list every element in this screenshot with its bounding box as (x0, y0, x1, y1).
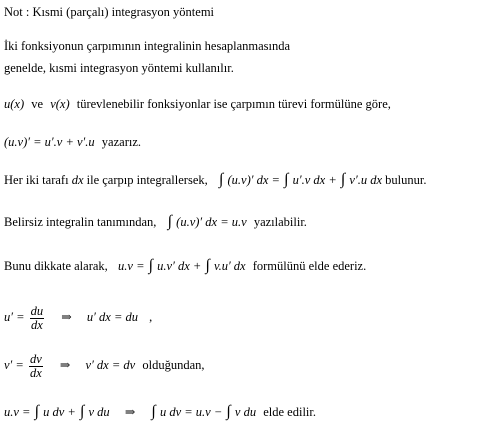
fraction-dv-dx (29, 353, 43, 380)
text-elde-edilir: elde edilir. (263, 405, 316, 419)
line-du (4, 302, 152, 332)
formula-v-prime: v′ = (4, 358, 24, 372)
line-formula (4, 258, 366, 274)
integral-sign-9: ∫ (151, 403, 156, 420)
formula-lhs: (u.v)′ dx = (227, 173, 280, 187)
math-u: u(x) (4, 97, 25, 111)
intro-line-1: İki fonksiyonun çarpımının integralinin hesaplanmasında (4, 39, 291, 53)
integral-sign-4: ∫ (167, 213, 173, 230)
line-derivative-intro (4, 96, 391, 112)
formula-final-lhs: u dv = u.v − (159, 405, 223, 419)
formula-definite: (u.v)′ dx = u.v (176, 215, 247, 229)
implies-arrow: ⇒ (61, 310, 72, 324)
word-ve: ve (31, 97, 44, 111)
integral-sign-1: ∫ (219, 171, 224, 188)
formula-final-rhs: v du (234, 405, 257, 419)
formula-term-4: v.u′ dx (213, 259, 246, 273)
text-derivative: türevlenebilir fonksiyonlar ise çarpımın türevi formülüne göre, (76, 97, 391, 111)
formula-uv-result: u.v = (4, 405, 31, 419)
text-belirsiz: Belirsiz integralin tanımından, (4, 215, 157, 229)
formula-u-prime: u′ = (4, 310, 25, 324)
text-ile-carpip: ile çarpıp integrallersek, (86, 173, 208, 187)
formula-dv: v′ dx = dv (85, 358, 136, 372)
line-dv (4, 350, 205, 380)
formula-term-1: u′.v dx + (292, 173, 337, 187)
formula-term-2: v′.u dx (349, 173, 382, 187)
implies-arrow: ⇒ (124, 405, 136, 419)
integral-sign-6: ∫ (205, 257, 210, 274)
line-result (4, 404, 316, 420)
text-oldugundan: olduğundan, (142, 358, 205, 372)
formula-term-3: u.v′ dx + (157, 259, 202, 273)
integral-sign-7: ∫ (34, 403, 39, 420)
formula-product-rule: (u.v)′ = u′.v + v′.u (4, 135, 95, 149)
fraction-du-dx (30, 305, 45, 332)
formula-u-dv: u dv + (43, 405, 76, 419)
punct-comma: , (149, 310, 153, 324)
fraction-numerator: du (30, 303, 44, 318)
fraction-denominator: dx (31, 317, 43, 332)
integral-sign-3: ∫ (340, 171, 346, 188)
math-v: v(x) (50, 97, 70, 111)
text-bulunur: bulunur. (385, 173, 427, 187)
text-yazilabilir: yazılabilir. (253, 215, 307, 229)
integral-sign-5: ∫ (148, 257, 154, 274)
integral-sign-2: ∫ (284, 171, 289, 188)
line-definite (4, 214, 307, 230)
text-bunu-dikkate: Bunu dikkate alarak, (4, 259, 108, 273)
line-product-rule (4, 134, 141, 150)
formula-uv: u.v = (118, 259, 145, 273)
formula-v-du: v du (88, 405, 110, 419)
line-integrate-both (4, 172, 426, 188)
math-dx: dx (71, 173, 84, 187)
text-yazariz: yazarız. (101, 135, 141, 149)
fraction-numerator: dv (29, 351, 42, 366)
integral-sign-8: ∫ (79, 403, 85, 420)
intro-line-2: genelde, kısmi integrasyon yöntemi kullanılır. (4, 61, 234, 75)
formula-du: u′ dx = du (86, 310, 138, 324)
integral-sign-10: ∫ (226, 403, 231, 420)
fraction-denominator: dx (29, 365, 42, 380)
implies-arrow: ⇒ (59, 358, 71, 372)
text-formulunu: formülünü elde ederiz. (252, 259, 367, 273)
text-her-iki: Her iki tarafı (4, 173, 69, 187)
page-title: Not : Kısmi (parçalı) integrasyon yöntemi (4, 5, 215, 19)
